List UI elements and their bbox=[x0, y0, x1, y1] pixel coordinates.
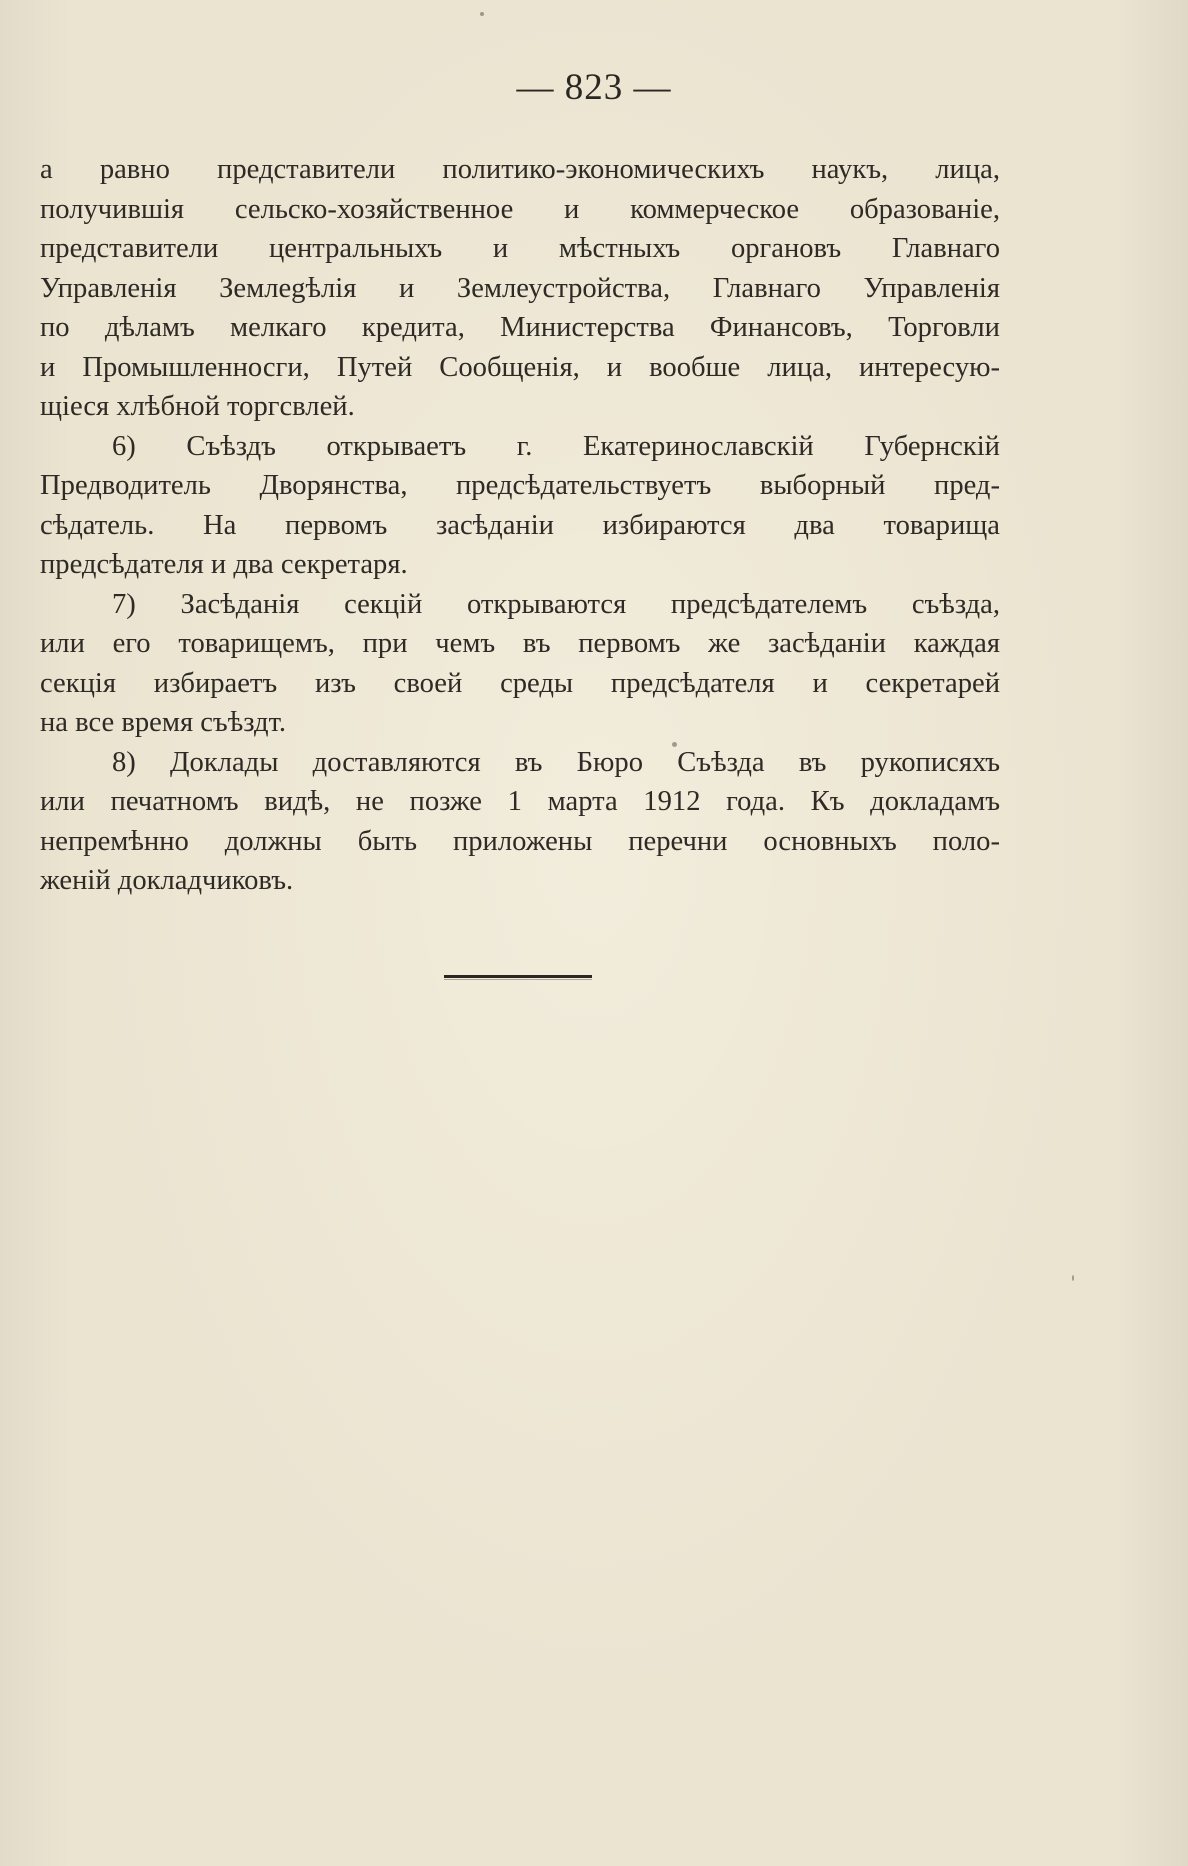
text-line: и Промышленносги, Путей Сообщенія, и вообше лица, интересую- bbox=[40, 351, 1000, 383]
paper-speck bbox=[480, 12, 484, 16]
text-line: по дѣламъ мелкаго кредита, Министерства Финансовъ, Торговли bbox=[40, 312, 1000, 343]
paper-speck bbox=[1072, 1275, 1074, 1281]
text-line: секція избираетъ изъ своей среды предсѣдателя и секретарей bbox=[40, 667, 1000, 699]
paragraph-8-start: 8) Доклады доставляются въ Бюро Съѣзда въ рукописяхъ bbox=[112, 746, 1000, 778]
text-line: представители центральныхъ и мѣстныхъ органовъ Главнаго bbox=[40, 233, 1000, 264]
text-line: или печатномъ видѣ, не позже 1 марта 1912 года. Къ докладамъ bbox=[40, 786, 1000, 817]
paragraph-7-start: 7) Засѣданія секцій открываются предсѣдателемъ съѣзда, bbox=[112, 588, 1000, 620]
text-line: Предводитель Дворянства, предсѣдательствуетъ выборный пред- bbox=[40, 470, 1000, 501]
text-line: получившія сельско-хозяйственное и коммерческое образованіе, bbox=[40, 193, 1000, 225]
page-number: — 823 — bbox=[516, 67, 672, 108]
text-line: женій докладчиковъ. bbox=[40, 865, 294, 896]
section-divider-rule bbox=[444, 975, 592, 978]
text-line: сѣдатель. На первомъ засѣданіи избираются два товарища bbox=[40, 509, 1000, 541]
paragraph-6-start: 6) Съѣздъ открываетъ г. Екатеринославскій Губернскій bbox=[112, 430, 1000, 462]
body-text bbox=[40, 150, 1000, 901]
text-line: а равно представители политико-экономическихъ наукъ, лица, bbox=[40, 154, 1000, 185]
text-line: или его товарищемъ, при чемъ въ первомъ же засѣданіи каждая bbox=[40, 628, 1000, 659]
text-line: предсѣдателя и два секретаря. bbox=[40, 549, 408, 580]
paper-speck bbox=[672, 742, 677, 747]
text-line: щіеся хлѣбной торгсвлей. bbox=[40, 391, 355, 422]
text-line: Управленія Землеgѣлія и Землеустройства, Главнаго Управленія bbox=[40, 272, 1000, 304]
text-line: непремѣнно должны быть приложены перечни основныхъ поло- bbox=[40, 825, 1000, 857]
text-line: на все время съѣздт. bbox=[40, 707, 287, 738]
